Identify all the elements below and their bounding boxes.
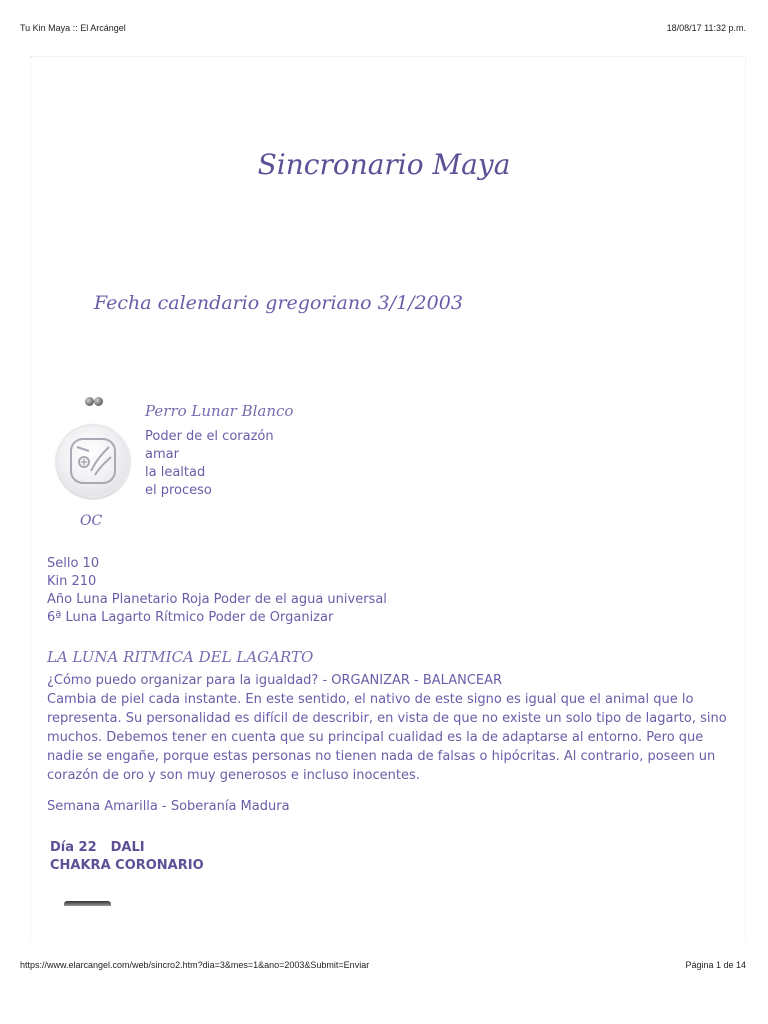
kin-number: Kin 210	[47, 574, 97, 589]
white-dog-glyph-icon	[56, 424, 130, 498]
document-title: Tu Kin Maya :: El Arcángel	[20, 23, 126, 33]
page-number: Página 1 de 14	[685, 960, 746, 970]
moon-section-title: LA LUNA RITMICA DEL LAGARTO	[47, 648, 314, 666]
week-line: Semana Amarilla - Soberanía Madura	[47, 799, 290, 814]
moon-section-text	[47, 671, 737, 785]
print-datetime: 18/08/17 11:32 p.m.	[666, 23, 746, 33]
gregorian-date-heading: Fecha calendario gregoriano 3/1/2003	[94, 292, 463, 314]
tone-dot	[85, 397, 94, 406]
tone-dots-icon	[85, 397, 105, 407]
page-title: Sincronario Maya	[257, 148, 511, 181]
moon-line: 6ª Luna Lagarto Rítmico Poder de Organizar	[47, 610, 334, 625]
chakra-line: CHAKRA CORONARIO	[50, 858, 204, 873]
year-line: Año Luna Planetario Roja Poder de el agua universal	[47, 592, 387, 607]
day-number: Día 22	[50, 840, 97, 855]
moon-question: ¿Cómo puedo organizar para la igualdad? - ORGANIZAR - BALANCEAR	[47, 673, 503, 688]
kin-info	[47, 555, 387, 627]
seal-attributes	[145, 428, 274, 500]
partial-image	[64, 901, 111, 906]
seal-attribute: el proceso	[145, 483, 212, 498]
tone-dot	[94, 397, 103, 406]
seal-name: Perro Lunar Blanco	[145, 402, 294, 420]
day-block	[50, 839, 204, 875]
seal-attribute: la lealtad	[145, 465, 206, 480]
seal-attribute: amar	[145, 447, 179, 462]
day-name: DALI	[110, 840, 145, 855]
moon-description: Cambia de piel cada instante. En este sentido, el nativo de este signo es igual que el animal que lo representa. Su personalidad es difícil de describir, en vista de que no existe un solo tipo de lagarto, sino muchos. Debemos tener en cuenta que su principal cualidad es la de adaptarse al entorno. Pero que nadie se engañe, porque estas personas no tienen nada de falsas o hipócritas. Al contrario, poseen un corazón de oro y son muy generosos e incluso inocentes.	[47, 692, 727, 783]
glyph-drawing	[67, 435, 119, 487]
seal-attribute: Poder de el corazón	[145, 429, 274, 444]
glyph-caption: OC	[80, 513, 103, 529]
page-url: https://www.elarcangel.com/web/sincro2.htm?dia=3&mes=1&ano=2003&Submit=Enviar	[20, 960, 370, 970]
sello-number: Sello 10	[47, 556, 100, 571]
